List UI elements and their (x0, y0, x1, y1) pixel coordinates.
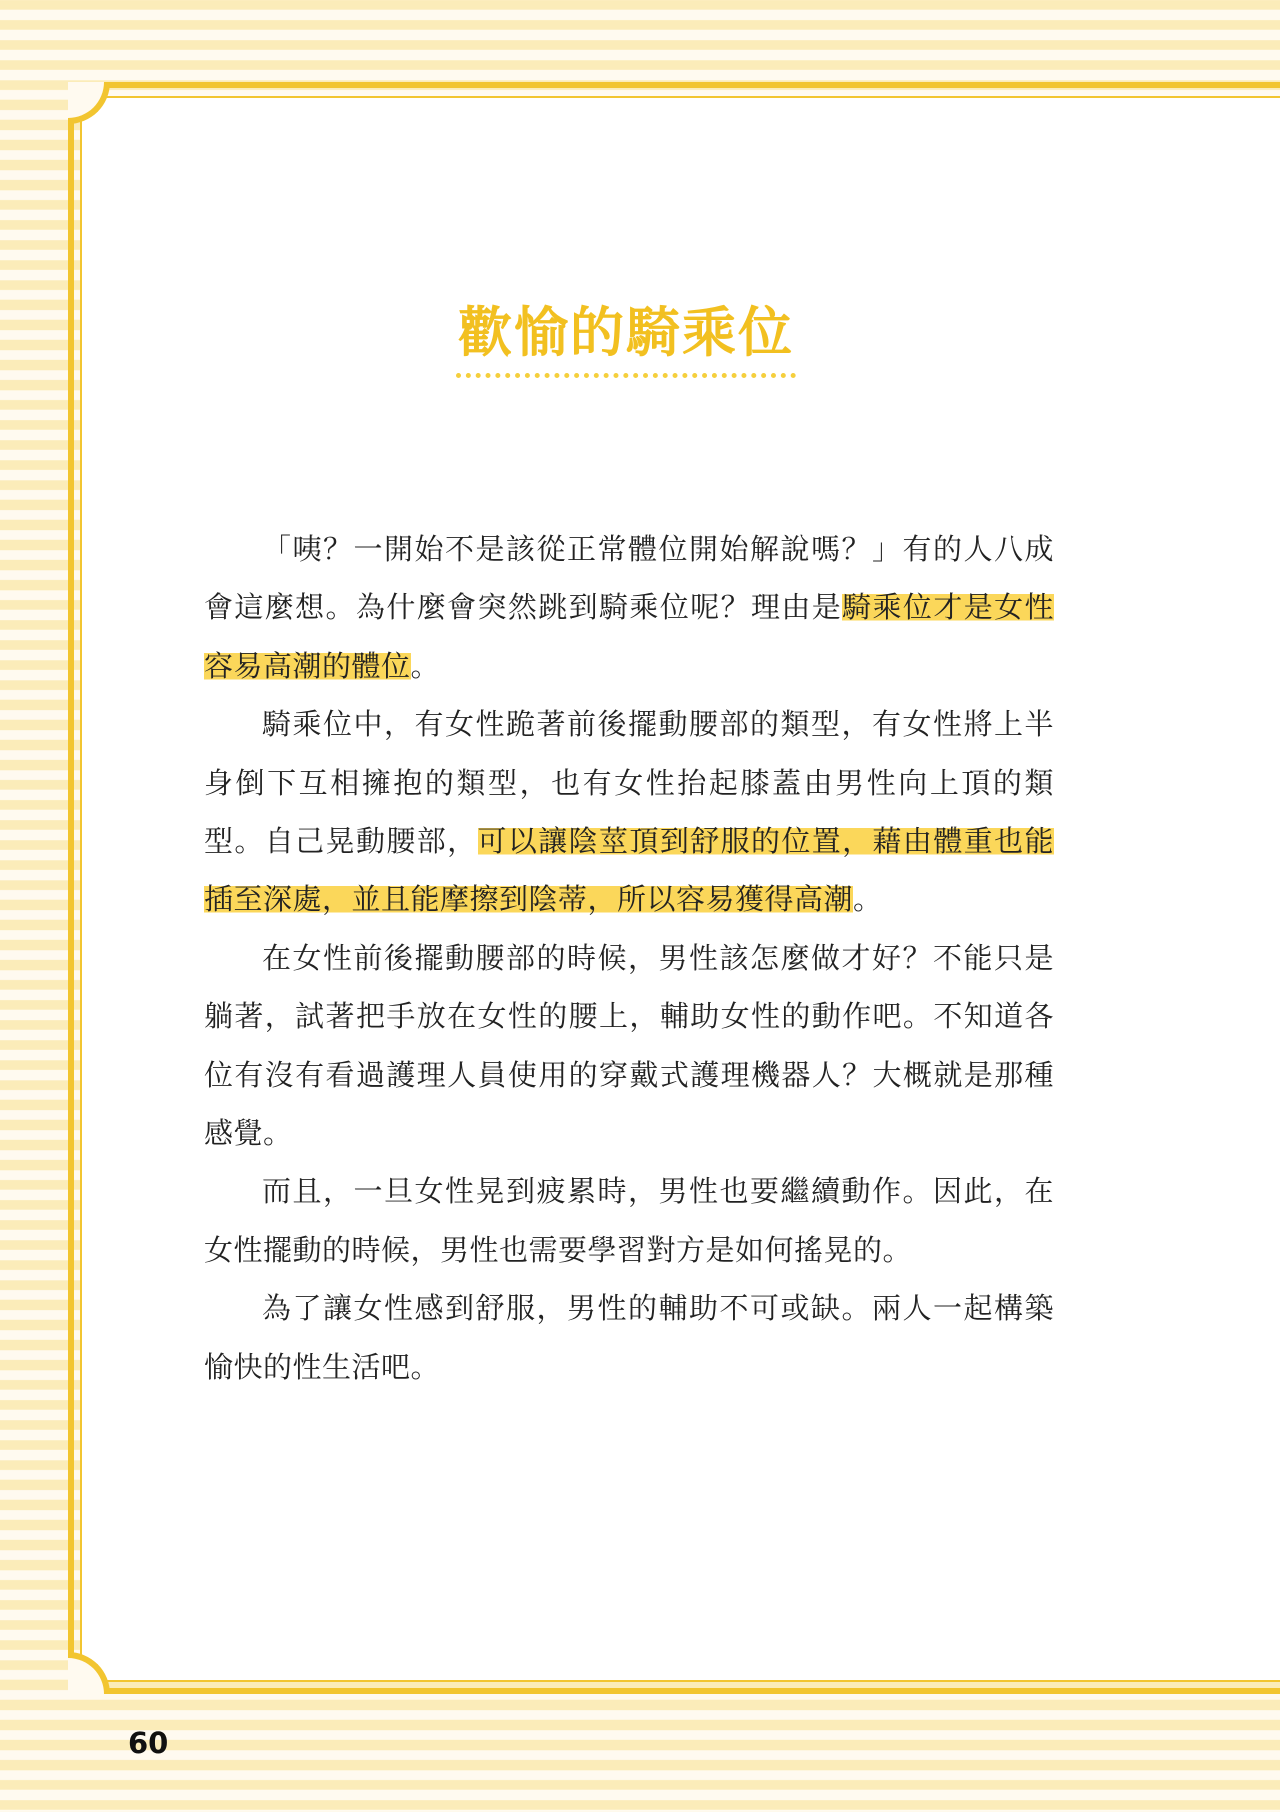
paragraph-text: 為了讓女性感到舒服，男性的輔助不可或缺。兩人一起構築愉快的性生活吧。 (204, 1291, 1054, 1384)
paragraph-4 (204, 1162, 1054, 1279)
highlighted-text: 可以讓陰莖頂到舒服的位置，藉由體重也能插至深處，並且能摩擦到陰蒂，所以容易獲得高潮 (204, 824, 1054, 917)
paragraph-3 (204, 929, 1054, 1163)
title-container (0, 290, 1252, 378)
paragraph-text: 在女性前後擺動腰部的時候，男性該怎麼做才好？不能只是躺著，試著把手放在女性的腰上，輔助女性的動作吧。不知道各位有沒有看過護理人員使用的穿戴式護理機器人？大概就是那種感覺。 (204, 940, 1054, 1151)
page-number: 60 (128, 1726, 169, 1760)
paragraph-text: 騎乘位中，有女性跪著前後擺動腰部的類型，有女性將上半身倒下互相擁抱的類型，也有女性抬起膝蓋由男性向上頂的類型。自己晃動腰部， (204, 707, 1054, 859)
paragraph-text: 。 (853, 882, 883, 917)
paragraph-text: 「咦？一開始不是該從正常體位開始解說嗎？」有的人八成會這麼想。為什麼會突然跳到騎乘位呢？理由是 (204, 532, 1054, 625)
page-title: 歡愉的騎乘位 (456, 290, 796, 378)
paragraph-2 (204, 695, 1054, 929)
body-text (204, 520, 1054, 1396)
paragraph-1 (204, 520, 1054, 695)
paragraph-text: 而且，一旦女性晃到疲累時，男性也要繼續動作。因此，在女性擺動的時候，男性也需要學習對方是如何搖晃的。 (204, 1174, 1054, 1267)
paragraph-5 (204, 1279, 1054, 1396)
paragraph-text: 。 (410, 648, 441, 683)
highlighted-text: 騎乘位才是女性容易高潮的體位 (204, 590, 1054, 683)
